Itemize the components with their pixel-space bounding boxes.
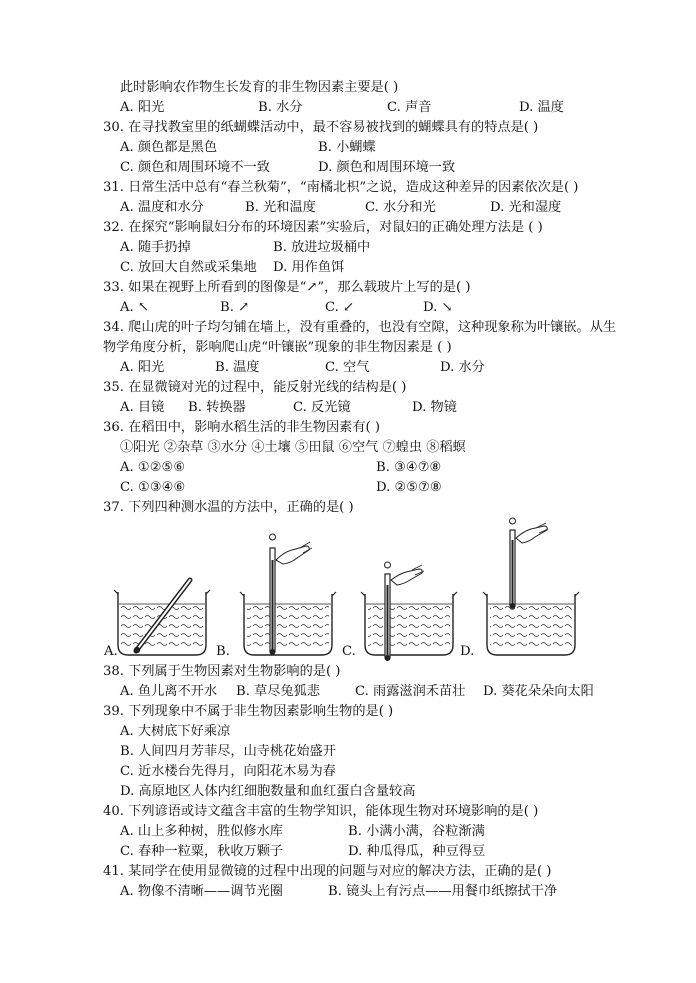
option-d: D. 高原地区人体内红细胞数量和血红蛋白含量较高 [120, 784, 416, 799]
option-c: C. 春种一粒粟，秋收万颗子 [120, 844, 284, 859]
option-d: D. 用作鱼饵 [273, 260, 345, 275]
option-a: A. 大树底下好乘凉 [120, 724, 231, 739]
option-d: D. 葵花朵朵向太阳 [483, 684, 594, 699]
question-34-stem: 34. 爬山虎的叶子均匀铺在墙上，没有重叠的，也没有空隙，这种现象称为叶镶嵌。从生 [103, 320, 617, 335]
option-d: D. 物镜 [412, 400, 457, 415]
question-41-stem: 41. 某同学在使用显微镜的过程中出现的问题与对应的解决方法，正确的是( ) [103, 864, 552, 879]
option-a: A. ↖ [120, 300, 149, 315]
option-c: C. 声音 [387, 100, 432, 115]
option-b: B. 转换器 [188, 400, 246, 415]
question-36-items: ①阳光 ②杂草 ③水分 ④土壤 ⑤田鼠 ⑥空气 ⑦蝗虫 ⑧稻螟 [120, 440, 466, 455]
option-c: C. 放回大自然或采集地 [120, 260, 257, 275]
figure-label-d: D. [460, 644, 475, 659]
question-40-stem: 40. 下列谚语或诗文蕴含丰富的生物学知识，能体现生物对环境影响的是( ) [103, 804, 539, 819]
option-c: C. 雨露滋润禾苗壮 [355, 684, 466, 699]
option-a: A. 目镜 [120, 400, 165, 415]
beaker-a [114, 580, 210, 655]
option-b: B. 小蝴蝶 [318, 140, 376, 155]
option-a: A. 物像不清晰——调节光圈 [120, 884, 283, 899]
question-31-stem: 31. 日常生活中总有“春兰秋菊”，“南橘北枳”之说，造成这种差异的因素依次是( ) [103, 180, 579, 195]
option-d: D. ↘ [423, 300, 453, 315]
question-32-stem: 32. 在探究“影响鼠妇分布的环境因素”实验后，对鼠妇的正确处理方法是 ( ) [103, 220, 543, 235]
question-33-stem: 33. 如果在视野上所看到的图像是“↗”，那么载玻片上写的是( ) [103, 280, 471, 295]
option-b: B. 放进垃圾桶中 [273, 240, 371, 255]
option-c: C. 近水楼台先得月，向阳花木易为春 [120, 764, 336, 779]
option-b: B. 草尽兔狐悲 [236, 684, 321, 699]
question-39-stem: 39. 下列现象中不属于非生物因素影响生物的是( ) [103, 704, 394, 719]
option-b: B. 镜头上有污点——用餐巾纸擦拭干净 [328, 884, 558, 899]
option-b: B. ③④⑦⑧ [376, 460, 442, 475]
option-a: A. 随手扔掉 [120, 240, 191, 255]
figure-label-c: C. [342, 644, 356, 659]
figure-label-b: B. [216, 644, 230, 659]
option-a: A. 阳光 [120, 100, 165, 115]
option-a: A. 阳光 [120, 360, 165, 375]
option-d: D. 光和湿度 [490, 200, 562, 215]
option-c: C. ↙ [325, 300, 355, 315]
question-38-stem: 38. 下列属于生物因素对生物影响的是( ) [103, 664, 341, 679]
option-d: D. 水分 [440, 360, 485, 375]
question-30-stem: 30. 在寻找教室里的纸蝴蝶活动中，最不容易被找到的蝴蝶具有的特点是( ) [103, 120, 539, 135]
beaker-c [361, 562, 457, 661]
option-b: B. ↗ [220, 300, 250, 315]
option-d: D. ②⑤⑦⑧ [376, 480, 442, 495]
option-d: D. 种瓜得瓜，种豆得豆 [348, 844, 486, 859]
beaker-d [483, 518, 579, 655]
question-37-stem: 37. 下列四种测水温的方法中，正确的是( ) [103, 500, 354, 515]
question-35-stem: 35. 在显微镜对光的过程中，能反射光线的结构是( ) [103, 380, 407, 395]
option-b: B. 人间四月芳菲尽，山寺桃花始盛开 [120, 744, 336, 759]
option-b: B. 水分 [258, 100, 303, 115]
figure-label-a: A. [104, 644, 118, 659]
option-a: A. 鱼儿离不开水 [120, 684, 218, 699]
option-a: A. 颜色都是黑色 [120, 140, 218, 155]
question-34-stem-cont: 物学角度分析，影响爬山虎“叶镶嵌”现象的非生物因素是 ( ) [103, 340, 452, 355]
option-b: B. 光和温度 [245, 200, 316, 215]
option-c: C. 空气 [325, 360, 370, 375]
option-a: A. 山上多种树，胜似修水库 [120, 824, 283, 839]
question-36-stem: 36. 在稻田中，影响水稻生活的非生物因素有( ) [103, 420, 381, 435]
option-d: D. 颜色和周围环境一致 [318, 160, 456, 175]
option-a: A. 温度和水分 [120, 200, 204, 215]
option-c: C. 水分和光 [365, 200, 436, 215]
option-c: C. ①③④⑥ [120, 480, 186, 495]
option-c: C. 颜色和周围环境不一致 [120, 160, 270, 175]
option-c: C. 反光镜 [293, 400, 351, 415]
option-d: D. 温度 [519, 100, 564, 115]
beaker-b [240, 534, 336, 655]
intro-line: 此时影响农作物生长发育的非生物因素主要是( ) [120, 80, 399, 95]
option-b: B. 温度 [215, 360, 260, 375]
option-b: B. 小满小满，谷粒渐满 [348, 824, 485, 839]
option-a: A. ①②⑤⑥ [120, 460, 186, 475]
